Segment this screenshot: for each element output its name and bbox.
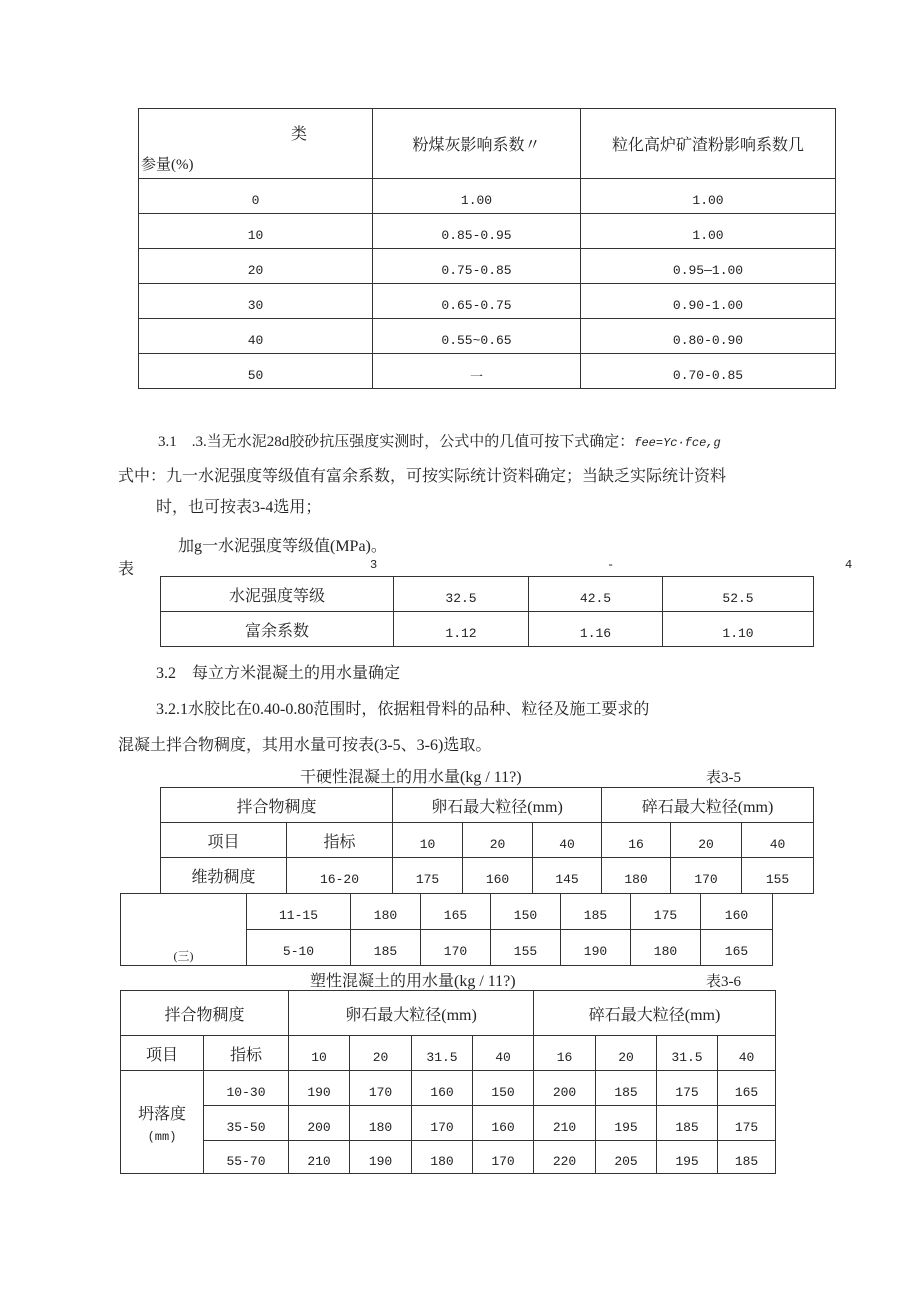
header-pebble-size: 卵石最大粒径(mm) <box>393 788 602 823</box>
table-row <box>121 1141 776 1174</box>
header-item: 项目 <box>161 823 287 858</box>
size-header: 31.5 <box>412 1036 473 1071</box>
table-cell: 185 <box>718 1141 776 1174</box>
table-cell: 170 <box>473 1141 534 1174</box>
table-cell: 200 <box>534 1071 596 1106</box>
table-cell: 195 <box>596 1106 657 1141</box>
table-cell: 165 <box>421 894 491 930</box>
table-cell: 200 <box>289 1106 350 1141</box>
table-cell: 150 <box>473 1071 534 1106</box>
table-cell: 富余系数 <box>161 612 394 647</box>
table-cell: 185 <box>657 1106 718 1141</box>
slump-group-label <box>121 1071 204 1174</box>
corner-header <box>139 109 373 179</box>
table-cell: 1.00 <box>581 179 836 214</box>
header-gravel-size: 碎石最大粒径(mm) <box>602 788 814 823</box>
formula: fee=Yc·fce,g <box>634 436 721 450</box>
size-header: 10 <box>393 823 463 858</box>
table-cell: 210 <box>289 1141 350 1174</box>
table-cell: 0.95—1.00 <box>581 249 836 284</box>
table-cell: 1.00 <box>581 214 836 249</box>
table-cell: 30 <box>139 284 373 319</box>
table-cell: 155 <box>742 858 814 894</box>
table-cell: 0.80-0.90 <box>581 319 836 354</box>
table-cell: 0.85-0.95 <box>373 214 581 249</box>
slump-label: 坍落度 <box>137 1105 186 1123</box>
table-cell: 180 <box>412 1141 473 1174</box>
table-3-4 <box>160 576 814 647</box>
table-cell: 1.00 <box>373 179 581 214</box>
header-item: 项目 <box>121 1036 204 1071</box>
caption-3-4-d: 4 <box>845 558 853 572</box>
caption-3-4-a: 表 <box>118 561 135 578</box>
size-header: 20 <box>671 823 742 858</box>
table-cell: 5-10 <box>247 930 351 966</box>
size-header: 10 <box>289 1036 350 1071</box>
table-cell: 维勃稠度 <box>161 858 287 894</box>
table-cell: 170 <box>671 858 742 894</box>
table-cell: 55-70 <box>204 1141 289 1174</box>
table-cell: 0.75-0.85 <box>373 249 581 284</box>
table-3-5-title: 干硬性混凝土的用水量(kg / 11?) <box>300 769 522 786</box>
table-cell: 0.65-0.75 <box>373 284 581 319</box>
table-row <box>139 214 836 249</box>
table-cell: 170 <box>350 1071 412 1106</box>
size-header: 16 <box>534 1036 596 1071</box>
table-cell: 190 <box>350 1141 412 1174</box>
table-cell: 180 <box>602 858 671 894</box>
caption-3-4-b: 3 <box>370 558 378 572</box>
corner-header-bottom: 参量(%) <box>141 157 194 173</box>
caption-3-4-c: - <box>607 558 615 572</box>
header-slag: 粒化高炉矿渣粉影响系数几 <box>581 109 836 179</box>
paragraph-where: 式中：九一水泥强度等级值有富余系数，可按实际统计资料确定；当缺乏实际统计资料 <box>118 468 727 485</box>
table-cell: 50 <box>139 354 373 389</box>
table-cell: 16-20 <box>287 858 393 894</box>
table-cell: 210 <box>534 1106 596 1141</box>
table-cell: 20 <box>139 249 373 284</box>
table-cell: 170 <box>412 1106 473 1141</box>
table-cell: 175 <box>393 858 463 894</box>
corner-header-top: 类 <box>291 126 308 143</box>
size-header: 20 <box>463 823 533 858</box>
table-3-6-number: 表3-6 <box>706 974 741 990</box>
table-cell: 10 <box>139 214 373 249</box>
table-cell: 180 <box>351 894 421 930</box>
table-cell: 175 <box>631 894 701 930</box>
table-cell: 160 <box>412 1071 473 1106</box>
table-cell: 165 <box>718 1071 776 1106</box>
table-3-5-continued <box>120 893 773 966</box>
header-gravel-size: 碎石最大粒径(mm) <box>534 991 776 1036</box>
table-3-6 <box>120 990 776 1174</box>
table-row <box>139 354 836 389</box>
table-cell: 0 <box>139 179 373 214</box>
table-cell: 160 <box>701 894 773 930</box>
table-row <box>161 612 814 647</box>
table-cell: 205 <box>596 1141 657 1174</box>
table-cell: 10-30 <box>204 1071 289 1106</box>
table-cell: 40 <box>139 319 373 354</box>
table-cell: 42.5 <box>529 577 663 612</box>
header-pebble-size: 卵石最大粒径(mm) <box>289 991 534 1036</box>
table-row <box>161 577 814 612</box>
size-header: 20 <box>350 1036 412 1071</box>
table-cell: 145 <box>533 858 602 894</box>
header-index: 指标 <box>287 823 393 858</box>
table-row <box>139 319 836 354</box>
paragraph-select: 时，也可按表3-4选用； <box>156 499 322 516</box>
size-header: 40 <box>718 1036 776 1071</box>
table-cell: 1.10 <box>663 612 814 647</box>
table-cell: 160 <box>473 1106 534 1141</box>
section-3-2-heading: 3.2 每立方米混凝土的用水量确定 <box>156 665 401 682</box>
table-cell: 0.55~0.65 <box>373 319 581 354</box>
table-cell: 175 <box>718 1106 776 1141</box>
table-cell: 1.12 <box>394 612 529 647</box>
table-cell: 一 <box>373 354 581 389</box>
table-cell: 0.70-0.85 <box>581 354 836 389</box>
size-header: 16 <box>602 823 671 858</box>
table-cell: 11-15 <box>247 894 351 930</box>
table-3-5 <box>160 787 814 894</box>
paragraph-fce-g: 加g一水泥强度等级值(MPa)。 <box>178 538 387 555</box>
row-label <box>121 894 247 966</box>
table-cell: 155 <box>491 930 561 966</box>
table-cell: 35-50 <box>204 1106 289 1141</box>
table-cell: 170 <box>421 930 491 966</box>
table-cell: 1.16 <box>529 612 663 647</box>
table-row <box>139 249 836 284</box>
admixture-coefficient-table <box>138 108 836 389</box>
size-header: 40 <box>742 823 814 858</box>
table-row <box>121 1106 776 1141</box>
table-cell: 175 <box>657 1071 718 1106</box>
slump-unit: (mm) <box>147 1129 177 1144</box>
row-label-text: (三) <box>173 949 194 963</box>
table-cell: 52.5 <box>663 577 814 612</box>
table-3-6-title: 塑性混凝土的用水量(kg / 11?) <box>310 973 516 990</box>
table-cell: 160 <box>463 858 533 894</box>
table-3-5-number: 表3-5 <box>706 770 741 786</box>
table-cell: 220 <box>534 1141 596 1174</box>
table-cell: 185 <box>351 930 421 966</box>
paragraph-3-2-1: 3.2.1水胶比在0.40-0.80范围时，依据粗骨料的品种、粒径及施工要求的 <box>156 701 650 718</box>
table-cell: 165 <box>701 930 773 966</box>
table-cell: 180 <box>350 1106 412 1141</box>
table-cell: 185 <box>596 1071 657 1106</box>
table-cell: 水泥强度等级 <box>161 577 394 612</box>
table-row <box>139 179 836 214</box>
table-cell: 195 <box>657 1141 718 1174</box>
size-header: 40 <box>473 1036 534 1071</box>
paragraph-3-2-1-cont: 混凝土拌合物稠度，其用水量可按表(3-5、3-6)选取。 <box>118 737 492 754</box>
size-header: 40 <box>533 823 602 858</box>
paragraph-text: 3.1 .3.当无水泥28d胶砂抗压强度实测时，公式中的几值可按下式确定： <box>158 434 635 450</box>
size-header: 31.5 <box>657 1036 718 1071</box>
table-cell: 190 <box>561 930 631 966</box>
table-cell: 185 <box>561 894 631 930</box>
table-cell: 150 <box>491 894 561 930</box>
paragraph-3-1-3 <box>158 430 721 451</box>
table-cell: 0.90-1.00 <box>581 284 836 319</box>
table-row <box>121 1071 776 1106</box>
header-index: 指标 <box>204 1036 289 1071</box>
size-header: 20 <box>596 1036 657 1071</box>
table-row <box>139 284 836 319</box>
table-cell: 180 <box>631 930 701 966</box>
header-mix-consistency: 拌合物稠度 <box>121 991 289 1036</box>
header-mix-consistency: 拌合物稠度 <box>161 788 393 823</box>
table-cell: 190 <box>289 1071 350 1106</box>
table-cell: 32.5 <box>394 577 529 612</box>
header-fly-ash: 粉煤灰影响系数〃 <box>373 109 581 179</box>
